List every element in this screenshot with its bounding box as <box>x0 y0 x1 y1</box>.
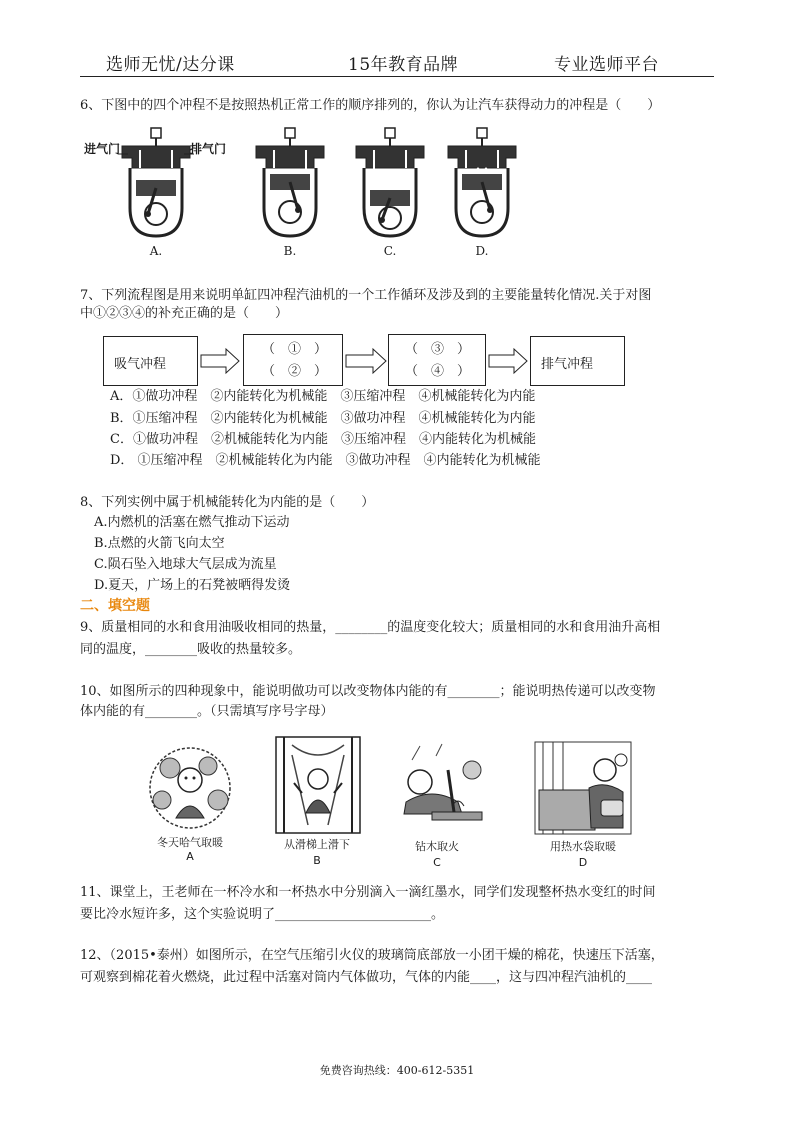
q6-option-b: B. <box>283 244 297 258</box>
engine-diagram-c <box>352 128 428 240</box>
q10-letter-c: C <box>433 856 441 869</box>
section-fill-in-blank-title: 二、填空题 <box>80 598 150 614</box>
q7-option-c: C．①做功冲程 ②机械能转化为内能 ③压缩冲程 ④内能转化为机械能 <box>110 432 536 447</box>
q11-line1: 11、课堂上，王老师在一杯冷水和一杯热水中分别滴入一滴红墨水，同学们发现整杯热水变红的时间 <box>80 885 656 900</box>
q7-line2: 中①②③④的补充正确的是（ ） <box>80 306 289 321</box>
flow-slot-2: （ ② ） <box>262 364 328 379</box>
flow-slot-1: （ ① ） <box>262 342 328 357</box>
q12-line1: 12、（2015•泰州）如图所示，在空气压缩引火仪的玻璃筒底部放一小团干燥的棉花，快速压下活塞， <box>80 948 664 963</box>
q7-option-d: D． ①压缩冲程 ②机械能转化为内能 ③做功冲程 ④内能转化为机械能 <box>110 453 541 468</box>
header-center: 15年教育品牌 <box>348 55 459 75</box>
flow-slot-3: （ ③ ） <box>405 342 471 357</box>
q10-line1: 10、如图所示的四种现象中，能说明做功可以改变物体内能的有________；能说明热传递可以改变物 <box>80 684 656 699</box>
engine-diagram-a <box>118 128 194 240</box>
q10-illustration-b <box>272 735 364 835</box>
q6-option-c: C. <box>383 244 397 258</box>
q10-caption-a: 冬天哈气取暖 <box>157 836 223 849</box>
flow-arrow-3 <box>488 348 528 374</box>
q8-option-d: D.夏天，广场上的石凳被晒得发烫 <box>94 578 291 593</box>
flow-box-slot-34 <box>388 334 486 386</box>
engine-diagram-b <box>252 128 328 240</box>
q10-illustration-a <box>140 738 240 834</box>
flow-box-intake-label: 吸气冲程 <box>114 357 167 372</box>
header-left: 选师无忧/达分课 <box>106 55 235 75</box>
q11-line2: 要比冷水短许多，这个实验说明了________________________。 <box>80 907 445 922</box>
q6-text: 6、下图中的四个冲程不是按照热机正常工作的顺序排列的，你认为让汽车获得动力的冲程是（ ） <box>80 98 661 113</box>
page-footer: 免费咨询热线：400-612-5351 <box>319 1064 475 1077</box>
q8-option-b: B.点燃的火箭飞向太空 <box>94 536 225 551</box>
flow-arrow-1 <box>200 348 240 374</box>
q10-illustration-c <box>392 740 492 832</box>
q8-option-c: C.陨石坠入地球大气层成为流星 <box>94 557 277 572</box>
q6-exhaust-label: 排气门 <box>190 142 227 156</box>
q8-text: 8、下列实例中属于机械能转化为内能的是（ ） <box>80 495 375 510</box>
q10-caption-c: 钻木取火 <box>415 840 459 853</box>
q10-line2: 体内能的有________。（只需填写序号字母） <box>80 704 334 719</box>
flow-arrow-2 <box>345 348 387 374</box>
page-header <box>80 48 714 77</box>
q12-line2: 可观察到棉花着火燃烧，此过程中活塞对筒内气体做功，气体的内能____，这与四冲程汽油机的____ <box>80 970 653 985</box>
q6-option-d: D. <box>475 244 489 258</box>
flow-box-slot-12 <box>243 334 343 386</box>
q7-line1: 7、下列流程图是用来说明单缸四冲程汽油机的一个工作循环及涉及到的主要能量转化情况.关于对图 <box>80 288 652 303</box>
q9-line1: 9、质量相同的水和食用油吸收相同的热量，________的温度变化较大；质量相同的水和食用油升高相 <box>80 620 661 635</box>
flow-box-intake <box>103 336 198 386</box>
q8-option-a: A.内燃机的活塞在燃气推动下运动 <box>94 515 290 530</box>
q6-inlet-label: 进气门 <box>84 142 121 156</box>
flow-box-exhaust <box>530 336 625 386</box>
q10-caption-d: 用热水袋取暖 <box>550 840 616 853</box>
header-right: 专业选师平台 <box>554 55 659 75</box>
q7-option-a: A．①做功冲程 ②内能转化为机械能 ③压缩冲程 ④机械能转化为内能 <box>110 389 536 404</box>
engine-diagram-d <box>444 128 520 240</box>
q6-option-a: A. <box>149 244 163 258</box>
q9-line2: 同的温度，________吸收的热量较多。 <box>80 642 302 657</box>
q10-illustration-d <box>533 740 633 836</box>
q7-option-b: B．①压缩冲程 ②内能转化为机械能 ③做功冲程 ④机械能转化为内能 <box>110 411 536 426</box>
q10-caption-b: 从滑梯上滑下 <box>284 838 350 851</box>
q10-letter-a: A <box>186 850 194 863</box>
q10-letter-d: D <box>578 856 588 869</box>
q10-letter-b: B <box>313 854 321 867</box>
flow-slot-4: （ ④ ） <box>405 364 471 379</box>
flow-box-exhaust-label: 排气冲程 <box>541 357 594 372</box>
